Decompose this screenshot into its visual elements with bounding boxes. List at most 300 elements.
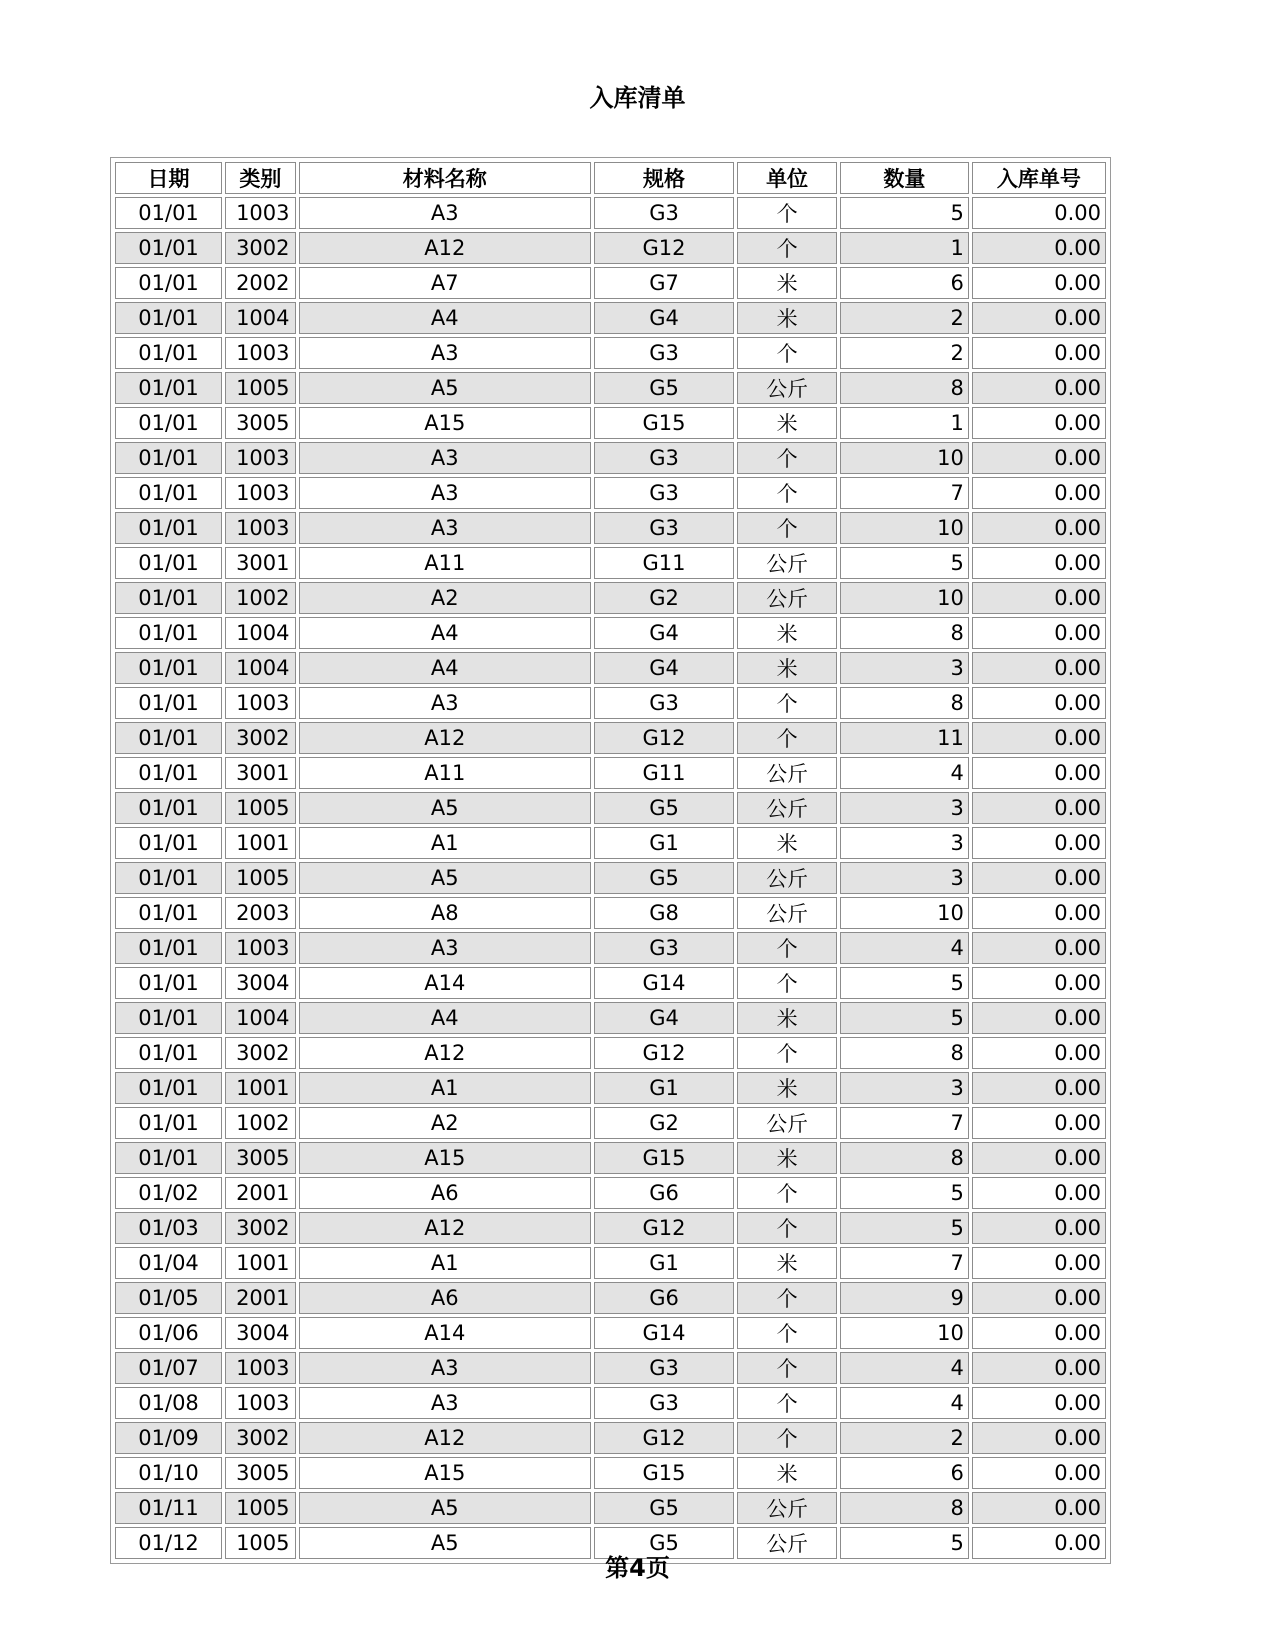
cell-unit: 个: [737, 932, 837, 964]
cell-category: 1003: [225, 932, 296, 964]
cell-receipt-no: 0.00: [972, 1457, 1106, 1489]
cell-unit: 个: [737, 967, 837, 999]
cell-receipt-no: 0.00: [972, 652, 1106, 684]
cell-category: 1003: [225, 442, 296, 474]
cell-spec: G6: [594, 1177, 734, 1209]
cell-category: 3002: [225, 722, 296, 754]
cell-spec: G11: [594, 547, 734, 579]
cell-unit: 个: [737, 1352, 837, 1384]
cell-date: 01/08: [115, 1387, 222, 1419]
cell-quantity: 4: [840, 932, 969, 964]
table-row: [115, 477, 1106, 509]
table-row: [115, 1142, 1106, 1174]
cell-category: 1005: [225, 1492, 296, 1524]
cell-spec: G8: [594, 897, 734, 929]
cell-category: 3004: [225, 1317, 296, 1349]
cell-quantity: 5: [840, 1212, 969, 1244]
cell-unit: 米: [737, 1142, 837, 1174]
cell-date: 01/01: [115, 757, 222, 789]
cell-unit: 公斤: [737, 862, 837, 894]
table-row: [115, 1037, 1106, 1069]
cell-category: 1003: [225, 512, 296, 544]
cell-date: 01/01: [115, 477, 222, 509]
cell-spec: G1: [594, 1072, 734, 1104]
cell-date: 01/01: [115, 442, 222, 474]
cell-unit: 个: [737, 722, 837, 754]
cell-receipt-no: 0.00: [972, 442, 1106, 474]
cell-material-name: A3: [299, 512, 591, 544]
cell-unit: 个: [737, 512, 837, 544]
cell-receipt-no: 0.00: [972, 1317, 1106, 1349]
cell-receipt-no: 0.00: [972, 337, 1106, 369]
cell-material-name: A14: [299, 1317, 591, 1349]
cell-quantity: 10: [840, 442, 969, 474]
cell-unit: 个: [737, 1177, 837, 1209]
cell-spec: G5: [594, 1492, 734, 1524]
cell-unit: 米: [737, 652, 837, 684]
cell-quantity: 7: [840, 477, 969, 509]
table-row: [115, 1422, 1106, 1454]
cell-quantity: 8: [840, 1037, 969, 1069]
cell-quantity: 7: [840, 1107, 969, 1139]
cell-date: 01/01: [115, 862, 222, 894]
table-row: [115, 1387, 1106, 1419]
cell-date: 01/01: [115, 932, 222, 964]
cell-category: 1005: [225, 372, 296, 404]
cell-material-name: A14: [299, 967, 591, 999]
cell-spec: G3: [594, 687, 734, 719]
cell-spec: G4: [594, 1002, 734, 1034]
cell-quantity: 3: [840, 792, 969, 824]
cell-receipt-no: 0.00: [972, 1492, 1106, 1524]
cell-quantity: 3: [840, 1072, 969, 1104]
cell-unit: 个: [737, 1422, 837, 1454]
cell-receipt-no: 0.00: [972, 547, 1106, 579]
table-row: [115, 302, 1106, 334]
table-row: [115, 407, 1106, 439]
cell-receipt-no: 0.00: [972, 477, 1106, 509]
cell-spec: G2: [594, 1107, 734, 1139]
cell-unit: 个: [737, 687, 837, 719]
column-header-date: 日期: [115, 162, 222, 194]
cell-spec: G12: [594, 1212, 734, 1244]
table-row: [115, 1072, 1106, 1104]
cell-material-name: A3: [299, 1387, 591, 1419]
cell-quantity: 8: [840, 1142, 969, 1174]
cell-date: 01/01: [115, 232, 222, 264]
cell-unit: 米: [737, 407, 837, 439]
cell-material-name: A3: [299, 337, 591, 369]
cell-quantity: 11: [840, 722, 969, 754]
cell-quantity: 6: [840, 267, 969, 299]
table-row: [115, 827, 1106, 859]
cell-material-name: A4: [299, 302, 591, 334]
cell-receipt-no: 0.00: [972, 792, 1106, 824]
cell-unit: 个: [737, 197, 837, 229]
cell-material-name: A3: [299, 477, 591, 509]
cell-category: 3002: [225, 232, 296, 264]
cell-material-name: A3: [299, 687, 591, 719]
cell-spec: G3: [594, 337, 734, 369]
cell-quantity: 4: [840, 1387, 969, 1419]
cell-quantity: 2: [840, 1422, 969, 1454]
column-header-spec: 规格: [594, 162, 734, 194]
cell-category: 1003: [225, 1387, 296, 1419]
cell-category: 1003: [225, 687, 296, 719]
cell-receipt-no: 0.00: [972, 722, 1106, 754]
cell-quantity: 10: [840, 1317, 969, 1349]
table-row: [115, 512, 1106, 544]
cell-quantity: 5: [840, 1527, 969, 1559]
cell-quantity: 5: [840, 547, 969, 579]
cell-category: 1004: [225, 302, 296, 334]
cell-quantity: 2: [840, 302, 969, 334]
table-row: [115, 652, 1106, 684]
cell-category: 1004: [225, 617, 296, 649]
cell-quantity: 4: [840, 757, 969, 789]
inventory-table: [112, 159, 1109, 1562]
cell-receipt-no: 0.00: [972, 617, 1106, 649]
cell-category: 1003: [225, 477, 296, 509]
cell-receipt-no: 0.00: [972, 1107, 1106, 1139]
cell-unit: 米: [737, 617, 837, 649]
table-row: [115, 1177, 1106, 1209]
cell-date: 01/01: [115, 1142, 222, 1174]
cell-spec: G7: [594, 267, 734, 299]
cell-unit: 米: [737, 1247, 837, 1279]
cell-receipt-no: 0.00: [972, 267, 1106, 299]
cell-material-name: A12: [299, 232, 591, 264]
cell-unit: 个: [737, 232, 837, 264]
cell-spec: G12: [594, 232, 734, 264]
cell-quantity: 4: [840, 1352, 969, 1384]
cell-date: 01/01: [115, 652, 222, 684]
cell-date: 01/09: [115, 1422, 222, 1454]
cell-material-name: A4: [299, 1002, 591, 1034]
cell-date: 01/01: [115, 407, 222, 439]
cell-receipt-no: 0.00: [972, 932, 1106, 964]
cell-date: 01/01: [115, 722, 222, 754]
cell-spec: G12: [594, 1037, 734, 1069]
cell-receipt-no: 0.00: [972, 897, 1106, 929]
cell-category: 1001: [225, 1072, 296, 1104]
cell-spec: G5: [594, 792, 734, 824]
cell-receipt-no: 0.00: [972, 372, 1106, 404]
cell-spec: G14: [594, 967, 734, 999]
cell-quantity: 5: [840, 197, 969, 229]
cell-spec: G5: [594, 862, 734, 894]
cell-category: 1001: [225, 1247, 296, 1279]
cell-quantity: 2: [840, 337, 969, 369]
cell-unit: 米: [737, 1457, 837, 1489]
cell-spec: G12: [594, 1422, 734, 1454]
cell-material-name: A2: [299, 1107, 591, 1139]
cell-material-name: A3: [299, 1352, 591, 1384]
cell-date: 01/01: [115, 267, 222, 299]
cell-receipt-no: 0.00: [972, 1142, 1106, 1174]
cell-receipt-no: 0.00: [972, 1282, 1106, 1314]
cell-date: 01/01: [115, 197, 222, 229]
cell-unit: 个: [737, 1282, 837, 1314]
inventory-table-frame: [110, 157, 1111, 1564]
cell-quantity: 10: [840, 897, 969, 929]
cell-unit: 米: [737, 1002, 837, 1034]
cell-material-name: A5: [299, 792, 591, 824]
cell-receipt-no: 0.00: [972, 1352, 1106, 1384]
cell-quantity: 6: [840, 1457, 969, 1489]
column-header-category: 类别: [225, 162, 296, 194]
table-row: [115, 617, 1106, 649]
cell-date: 01/01: [115, 547, 222, 579]
cell-date: 01/01: [115, 897, 222, 929]
table-row: [115, 687, 1106, 719]
cell-spec: G1: [594, 1247, 734, 1279]
cell-material-name: A12: [299, 1422, 591, 1454]
table-row: [115, 932, 1106, 964]
cell-spec: G15: [594, 1142, 734, 1174]
table-row: [115, 1282, 1106, 1314]
cell-date: 01/05: [115, 1282, 222, 1314]
cell-date: 01/01: [115, 792, 222, 824]
page-number: 第4页: [605, 1554, 670, 1582]
cell-category: 2001: [225, 1282, 296, 1314]
cell-material-name: A15: [299, 1142, 591, 1174]
cell-unit: 公斤: [737, 1107, 837, 1139]
cell-material-name: A15: [299, 407, 591, 439]
cell-spec: G3: [594, 442, 734, 474]
cell-date: 01/01: [115, 372, 222, 404]
cell-category: 2002: [225, 267, 296, 299]
table-row: [115, 1317, 1106, 1349]
cell-category: 3002: [225, 1422, 296, 1454]
table-row: [115, 1107, 1106, 1139]
cell-unit: 公斤: [737, 792, 837, 824]
cell-receipt-no: 0.00: [972, 1177, 1106, 1209]
cell-date: 01/12: [115, 1527, 222, 1559]
cell-category: 3001: [225, 757, 296, 789]
table-row: [115, 547, 1106, 579]
cell-receipt-no: 0.00: [972, 687, 1106, 719]
cell-receipt-no: 0.00: [972, 1212, 1106, 1244]
cell-spec: G15: [594, 1457, 734, 1489]
cell-quantity: 5: [840, 1177, 969, 1209]
cell-category: 3002: [225, 1037, 296, 1069]
cell-material-name: A4: [299, 652, 591, 684]
cell-category: 3005: [225, 407, 296, 439]
cell-date: 01/01: [115, 1037, 222, 1069]
cell-category: 1004: [225, 1002, 296, 1034]
cell-spec: G4: [594, 302, 734, 334]
column-header-unit: 单位: [737, 162, 837, 194]
table-row: [115, 372, 1106, 404]
cell-spec: G5: [594, 1527, 734, 1559]
table-row: [115, 862, 1106, 894]
column-header-quantity: 数量: [840, 162, 969, 194]
cell-material-name: A6: [299, 1282, 591, 1314]
cell-category: 1005: [225, 862, 296, 894]
table-row: [115, 197, 1106, 229]
cell-date: 01/01: [115, 687, 222, 719]
cell-category: 1002: [225, 1107, 296, 1139]
cell-receipt-no: 0.00: [972, 1002, 1106, 1034]
cell-category: 3001: [225, 547, 296, 579]
table-body: [115, 197, 1106, 1559]
cell-date: 01/03: [115, 1212, 222, 1244]
cell-material-name: A11: [299, 547, 591, 579]
cell-spec: G3: [594, 932, 734, 964]
cell-category: 1005: [225, 792, 296, 824]
cell-quantity: 8: [840, 1492, 969, 1524]
cell-unit: 个: [737, 477, 837, 509]
cell-spec: G1: [594, 827, 734, 859]
cell-spec: G2: [594, 582, 734, 614]
cell-date: 01/10: [115, 1457, 222, 1489]
cell-material-name: A1: [299, 1247, 591, 1279]
table-row: [115, 442, 1106, 474]
cell-quantity: 9: [840, 1282, 969, 1314]
cell-receipt-no: 0.00: [972, 757, 1106, 789]
cell-category: 1003: [225, 1352, 296, 1384]
cell-material-name: A3: [299, 932, 591, 964]
table-row: [115, 1457, 1106, 1489]
cell-material-name: A3: [299, 197, 591, 229]
cell-material-name: A4: [299, 617, 591, 649]
cell-date: 01/01: [115, 827, 222, 859]
cell-category: 3005: [225, 1142, 296, 1174]
column-header-receipt-no: 入库单号: [972, 162, 1106, 194]
cell-material-name: A8: [299, 897, 591, 929]
cell-spec: G4: [594, 617, 734, 649]
cell-material-name: A7: [299, 267, 591, 299]
cell-quantity: 1: [840, 407, 969, 439]
table-row: [115, 1492, 1106, 1524]
cell-quantity: 3: [840, 652, 969, 684]
cell-material-name: A2: [299, 582, 591, 614]
cell-material-name: A11: [299, 757, 591, 789]
cell-unit: 公斤: [737, 1492, 837, 1524]
cell-category: 1001: [225, 827, 296, 859]
cell-category: 1003: [225, 337, 296, 369]
cell-receipt-no: 0.00: [972, 302, 1106, 334]
cell-date: 01/01: [115, 967, 222, 999]
cell-quantity: 5: [840, 967, 969, 999]
cell-material-name: A5: [299, 862, 591, 894]
cell-quantity: 7: [840, 1247, 969, 1279]
cell-receipt-no: 0.00: [972, 232, 1106, 264]
cell-spec: G15: [594, 407, 734, 439]
cell-quantity: 1: [840, 232, 969, 264]
cell-category: 1004: [225, 652, 296, 684]
cell-quantity: 3: [840, 862, 969, 894]
cell-receipt-no: 0.00: [972, 967, 1106, 999]
cell-material-name: A5: [299, 1492, 591, 1524]
cell-spec: G3: [594, 477, 734, 509]
cell-date: 01/07: [115, 1352, 222, 1384]
table-row: [115, 897, 1106, 929]
table-row: [115, 722, 1106, 754]
cell-receipt-no: 0.00: [972, 827, 1106, 859]
cell-spec: G4: [594, 652, 734, 684]
cell-material-name: A12: [299, 722, 591, 754]
cell-material-name: A12: [299, 1037, 591, 1069]
table-row: [115, 1212, 1106, 1244]
cell-unit: 个: [737, 1212, 837, 1244]
cell-quantity: 8: [840, 617, 969, 649]
cell-receipt-no: 0.00: [972, 1247, 1106, 1279]
cell-spec: G6: [594, 1282, 734, 1314]
cell-quantity: 8: [840, 372, 969, 404]
cell-date: 01/01: [115, 302, 222, 334]
cell-date: 01/02: [115, 1177, 222, 1209]
cell-receipt-no: 0.00: [972, 407, 1106, 439]
cell-unit: 米: [737, 1072, 837, 1104]
cell-material-name: A15: [299, 1457, 591, 1489]
cell-unit: 米: [737, 302, 837, 334]
cell-material-name: A1: [299, 1072, 591, 1104]
cell-spec: G12: [594, 722, 734, 754]
cell-unit: 公斤: [737, 1527, 837, 1559]
cell-category: 2001: [225, 1177, 296, 1209]
cell-unit: 公斤: [737, 897, 837, 929]
cell-material-name: A5: [299, 1527, 591, 1559]
cell-spec: G3: [594, 197, 734, 229]
cell-unit: 个: [737, 1317, 837, 1349]
cell-date: 01/01: [115, 582, 222, 614]
cell-material-name: A5: [299, 372, 591, 404]
cell-date: 01/01: [115, 1072, 222, 1104]
table-row: [115, 232, 1106, 264]
table-row: [115, 967, 1106, 999]
cell-receipt-no: 0.00: [972, 512, 1106, 544]
cell-spec: G14: [594, 1317, 734, 1349]
cell-receipt-no: 0.00: [972, 582, 1106, 614]
cell-quantity: 10: [840, 512, 969, 544]
table-header-row: [115, 162, 1106, 194]
cell-receipt-no: 0.00: [972, 1387, 1106, 1419]
cell-spec: G11: [594, 757, 734, 789]
cell-material-name: A6: [299, 1177, 591, 1209]
cell-material-name: A3: [299, 442, 591, 474]
cell-unit: 公斤: [737, 757, 837, 789]
table-row: [115, 792, 1106, 824]
cell-date: 01/04: [115, 1247, 222, 1279]
cell-unit: 个: [737, 337, 837, 369]
cell-unit: 个: [737, 442, 837, 474]
table-row: [115, 757, 1106, 789]
table-row: [115, 267, 1106, 299]
cell-date: 01/01: [115, 337, 222, 369]
page-title: 入库清单: [589, 84, 686, 112]
table-row: [115, 1352, 1106, 1384]
cell-receipt-no: 0.00: [972, 862, 1106, 894]
cell-receipt-no: 0.00: [972, 1527, 1106, 1559]
cell-date: 01/01: [115, 512, 222, 544]
cell-receipt-no: 0.00: [972, 1037, 1106, 1069]
cell-unit: 公斤: [737, 582, 837, 614]
cell-category: 1003: [225, 197, 296, 229]
cell-category: 1005: [225, 1527, 296, 1559]
cell-receipt-no: 0.00: [972, 1422, 1106, 1454]
cell-category: 1002: [225, 582, 296, 614]
cell-date: 01/01: [115, 1107, 222, 1139]
column-header-material-name: 材料名称: [299, 162, 591, 194]
cell-quantity: 3: [840, 827, 969, 859]
cell-unit: 个: [737, 1037, 837, 1069]
cell-spec: G3: [594, 1352, 734, 1384]
cell-receipt-no: 0.00: [972, 1072, 1106, 1104]
cell-unit: 公斤: [737, 372, 837, 404]
cell-category: 3002: [225, 1212, 296, 1244]
